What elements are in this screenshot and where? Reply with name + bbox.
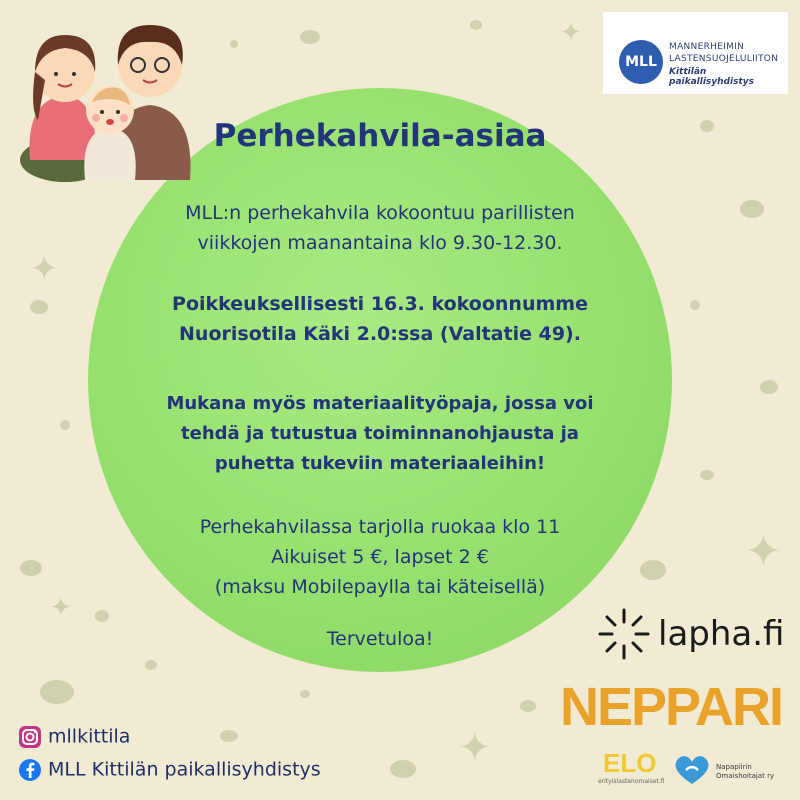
speck <box>520 700 536 712</box>
welcome-text: Tervetuloa! <box>326 628 434 650</box>
speck <box>20 560 42 576</box>
elo-subtitle: erityislastenomaiset.fi <box>598 778 665 785</box>
lapha-logo <box>596 606 786 666</box>
instagram-label: mllkittila <box>48 725 131 748</box>
speck <box>690 300 700 310</box>
schedule-line: viikkojen maanantaina klo 9.30-12.30. <box>197 232 563 254</box>
exception-line: Nuorisotila Käki 2.0:ssa (Valtatie 49). <box>179 323 581 345</box>
sparkle-icon: ✦ <box>560 18 582 48</box>
sparkle-icon: ✦ <box>458 725 492 771</box>
food-line: Perhekahvilassa tarjolla ruokaa klo 11 <box>199 516 561 538</box>
speck <box>95 610 109 622</box>
mll-badge: MLL <box>619 40 663 84</box>
paragraph-workshop <box>130 389 630 479</box>
schedule-line: MLL:n perhekahvila kokoontuu parillisten <box>185 202 575 224</box>
paragraph-schedule <box>130 198 630 258</box>
facebook-page[interactable] <box>18 758 321 782</box>
speck <box>300 690 310 698</box>
instagram-handle[interactable] <box>18 725 130 749</box>
mll-logo <box>603 12 788 94</box>
paragraph-exception <box>130 289 630 349</box>
speck <box>230 40 238 48</box>
speck <box>30 300 48 314</box>
poster-title: Perhekahvila-asiaa <box>213 118 547 154</box>
workshop-line: Mukana myös materiaalityöpaja, jossa voi <box>166 393 594 414</box>
speck <box>60 420 70 430</box>
speck <box>700 120 714 132</box>
heart-icon <box>672 752 712 786</box>
sparkle-icon: ✦ <box>30 249 59 289</box>
speck <box>145 660 157 670</box>
family-illustration <box>10 10 200 190</box>
speck <box>220 730 238 742</box>
speck <box>740 200 764 218</box>
exception-line: Poikkeuksellisesti 16.3. kokoonnumme <box>172 293 588 315</box>
speck <box>470 20 482 30</box>
neppari-logo: NEPPARI <box>560 677 783 737</box>
workshop-line: tehdä ja tutustua toiminnanohjausta ja <box>181 423 579 444</box>
food-line: Aikuiset 5 €, lapset 2 € <box>271 546 489 568</box>
speck <box>640 560 666 580</box>
speck <box>760 380 778 394</box>
facebook-label: MLL Kittilän paikallisyhdistys <box>48 758 321 781</box>
speck <box>40 680 74 704</box>
mll-name-line1: MANNERHEIMIN <box>669 42 745 52</box>
elo-logo: ELO <box>603 748 657 778</box>
lapha-sun-icon <box>596 606 652 662</box>
napapiirin-line: Omaishoitajat ry <box>716 772 775 780</box>
speck <box>390 760 416 778</box>
food-line: (maksu Mobilepaylla tai käteisellä) <box>214 576 546 598</box>
paragraph-food <box>130 512 630 602</box>
speck <box>300 30 320 44</box>
mll-name-line2: LASTENSUOJELULIITON <box>669 54 779 64</box>
mll-name-line3: Kittilän paikallisyhdistys <box>669 67 754 87</box>
facebook-icon <box>18 758 42 782</box>
workshop-line: puhetta tukeviin materiaaleihin! <box>214 453 546 474</box>
sparkle-icon: ✦ <box>745 526 782 577</box>
napapiirin-line: Napapiirin <box>716 763 752 771</box>
instagram-icon <box>18 725 42 749</box>
lapha-text: lapha.fi <box>658 614 785 654</box>
napapiirin-logo <box>716 763 774 781</box>
sparkle-icon: ✦ <box>50 593 72 623</box>
speck <box>700 470 714 480</box>
